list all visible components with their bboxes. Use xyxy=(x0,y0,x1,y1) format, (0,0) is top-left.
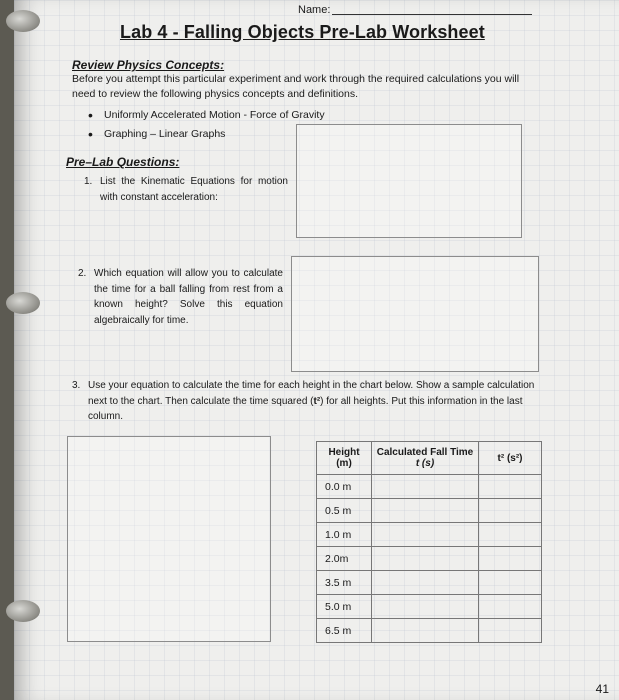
table-row xyxy=(317,475,542,499)
col-header-fall-time: Calculated Fall Time t (s) xyxy=(372,442,479,475)
binder-ring xyxy=(6,292,40,314)
bullet-item: • Graphing – Linear Graphs xyxy=(88,126,226,142)
height-time-table xyxy=(316,441,542,643)
binder-ring xyxy=(6,600,40,622)
fall-time-cell[interactable] xyxy=(372,571,479,595)
table-row xyxy=(317,619,542,643)
t-squared-cell[interactable] xyxy=(479,571,542,595)
fall-time-cell[interactable] xyxy=(372,619,479,643)
review-heading: Review Physics Concepts: xyxy=(72,58,225,72)
height-cell: 5.0 m xyxy=(317,595,372,619)
answer-box-2[interactable] xyxy=(291,256,539,372)
sample-calculation-box[interactable] xyxy=(67,436,271,642)
worksheet-page xyxy=(14,0,619,700)
table-row xyxy=(317,499,542,523)
table-row xyxy=(317,571,542,595)
table-row xyxy=(317,595,542,619)
page-number: 41 xyxy=(595,682,609,696)
prelab-heading: Pre–Lab Questions: xyxy=(66,155,180,169)
height-cell: 0.0 m xyxy=(317,475,372,499)
t-squared-cell[interactable] xyxy=(479,523,542,547)
height-cell: 1.0 m xyxy=(317,523,372,547)
t-squared-cell[interactable] xyxy=(479,475,542,499)
review-intro: Before you attempt this particular experiment and work through the required calculations you will need to review the following physics concepts and definitions. xyxy=(72,73,520,100)
question-3-text: Use your equation to calculate the time for each height in the chart below. Show a sample calculation next to the chart. Then calculate the time squared (t²) for all heights. Put this information in the last column. xyxy=(88,380,535,422)
name-label: Name: xyxy=(298,4,331,16)
fall-time-cell[interactable] xyxy=(372,499,479,523)
t-squared-cell[interactable] xyxy=(479,499,542,523)
t-squared-cell[interactable] xyxy=(479,619,542,643)
fall-time-cell[interactable] xyxy=(372,523,479,547)
question-1-number: 1. xyxy=(84,176,93,187)
height-cell: 0.5 m xyxy=(317,499,372,523)
name-field-line[interactable] xyxy=(332,14,532,15)
t-squared-cell[interactable] xyxy=(479,595,542,619)
page-title: Lab 4 - Falling Objects Pre-Lab Worksheet xyxy=(120,22,485,42)
table-row xyxy=(317,523,542,547)
height-cell: 6.5 m xyxy=(317,619,372,643)
question-1-text: List the Kinematic Equations for motion with constant acceleration: xyxy=(100,176,288,203)
table-row xyxy=(317,547,542,571)
fall-time-cell[interactable] xyxy=(372,595,479,619)
question-2-number: 2. xyxy=(78,268,87,279)
t-squared-cell[interactable] xyxy=(479,547,542,571)
answer-box-1[interactable] xyxy=(296,124,522,238)
question-3-number: 3. xyxy=(72,380,81,391)
height-cell: 3.5 m xyxy=(317,571,372,595)
question-2-text: Which equation will allow you to calculate the time for a ball falling from rest from a known height? Solve this equation algebraically for time. xyxy=(94,268,283,326)
col-header-t-squared: t² (s²) xyxy=(479,442,542,475)
col-header-height: Height (m) xyxy=(317,442,372,475)
bullet-item: • Uniformly Accelerated Motion - Force of Gravity xyxy=(88,107,325,123)
binder-ring xyxy=(6,10,40,32)
fall-time-cell[interactable] xyxy=(372,475,479,499)
height-cell: 2.0m xyxy=(317,547,372,571)
fall-time-cell[interactable] xyxy=(372,547,479,571)
